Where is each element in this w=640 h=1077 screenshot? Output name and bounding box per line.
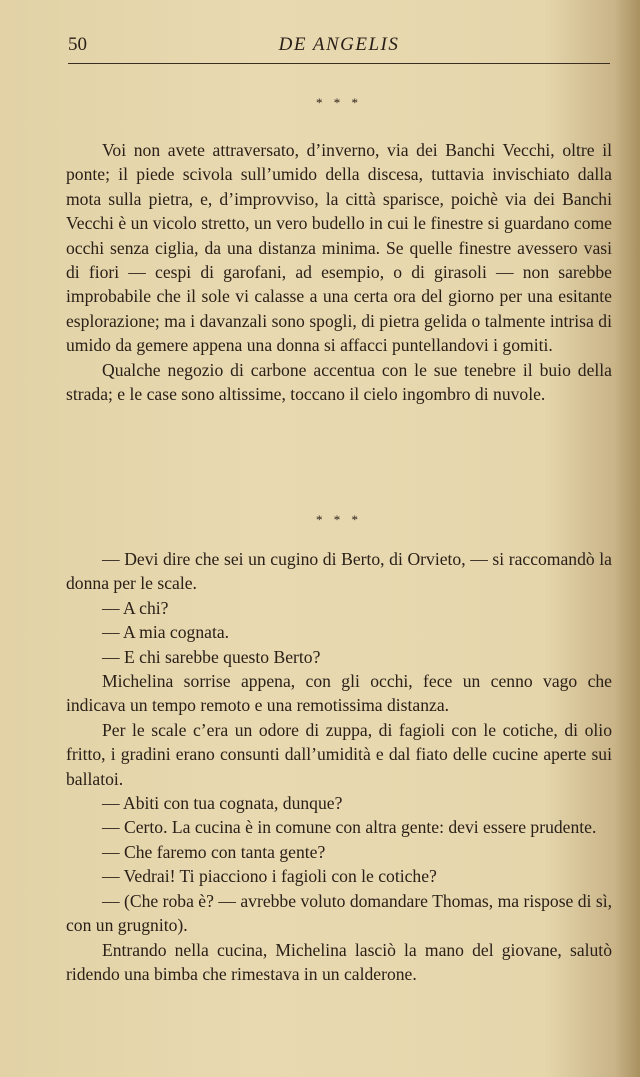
paragraph: Per le scale c’era un odore di zuppa, di fagioli con le cotiche, di olio fritto, i gradini erano consunti dall’umidità e dal fiato delle cucine aperte sui ballatoi. bbox=[66, 719, 612, 789]
section-separator: * * * bbox=[316, 512, 362, 527]
paragraph: Michelina sorrise appena, con gli occhi, fece un cenno vago che indicava un tempo remoto e una remotissima distanza. bbox=[66, 671, 612, 716]
paragraph: Entrando nella cucina, Michelina lasciò la mano del giovane, salutò ridendo una bimba che rimestava in un calderone. bbox=[66, 939, 612, 984]
section-separator: * * * bbox=[316, 95, 362, 110]
page-header bbox=[68, 30, 610, 60]
paragraph: — A mia cognata. bbox=[102, 622, 230, 643]
header-rule bbox=[68, 63, 610, 64]
section-2-text bbox=[66, 547, 612, 986]
paragraph: — Certo. La cucina è in comune con altra gente: devi essere prudente. bbox=[102, 817, 597, 838]
paragraph: — (Che roba è? — avrebbe voluto domandare Thomas, ma rispose di sì, con un grugnito). bbox=[66, 890, 612, 936]
paragraph: — E chi sarebbe questo Berto? bbox=[102, 646, 321, 667]
paragraph: Voi non avete attraversato, d’inverno, via dei Banchi Vecchi, oltre il ponte; il piede scivola sull’umido della discesa, tuttavia invischiato dalla mota sulla pietra, e, d’improvviso, la città sparisce, poichè via dei Banchi Vecchi è un vicolo stretto, un vero budello in cui le finestre si guardano come occhi senza ciglia, da una distanza minima. Se quelle finestre avessero vasi di fiori — cespi di garofani, ad esempio, o di girasoli — non sarebbe improbabile che il sole vi calasse a una certa ora del giorno per una esitante esplorazione; ma i davanzali sono spogli, di pietra gelida o talmente intrisa di umido da gemere appena una donna si affacci puntellandovi i gomiti. bbox=[66, 140, 612, 356]
paragraph: — Che faremo con tanta gente? bbox=[102, 841, 326, 862]
running-head: DE ANGELIS bbox=[278, 34, 400, 55]
paragraph: — Devi dire che sei un cugino di Berto, di Orvieto, — si raccomandò la donna per le scale. bbox=[66, 549, 612, 594]
paragraph: — Abiti con tua cognata, dunque? bbox=[102, 793, 343, 814]
paragraph: Qualche negozio di carbone accentua con le sue tenebre il buio della strada; e le case sono altissime, toccano il cielo ingombro di nuvole. bbox=[66, 359, 612, 405]
paragraph: — A chi? bbox=[102, 597, 169, 618]
paragraph: — Vedrai! Ti piacciono i fagioli con le cotiche? bbox=[102, 866, 437, 887]
page-number: 50 bbox=[68, 34, 87, 55]
section-1-text bbox=[66, 138, 612, 406]
